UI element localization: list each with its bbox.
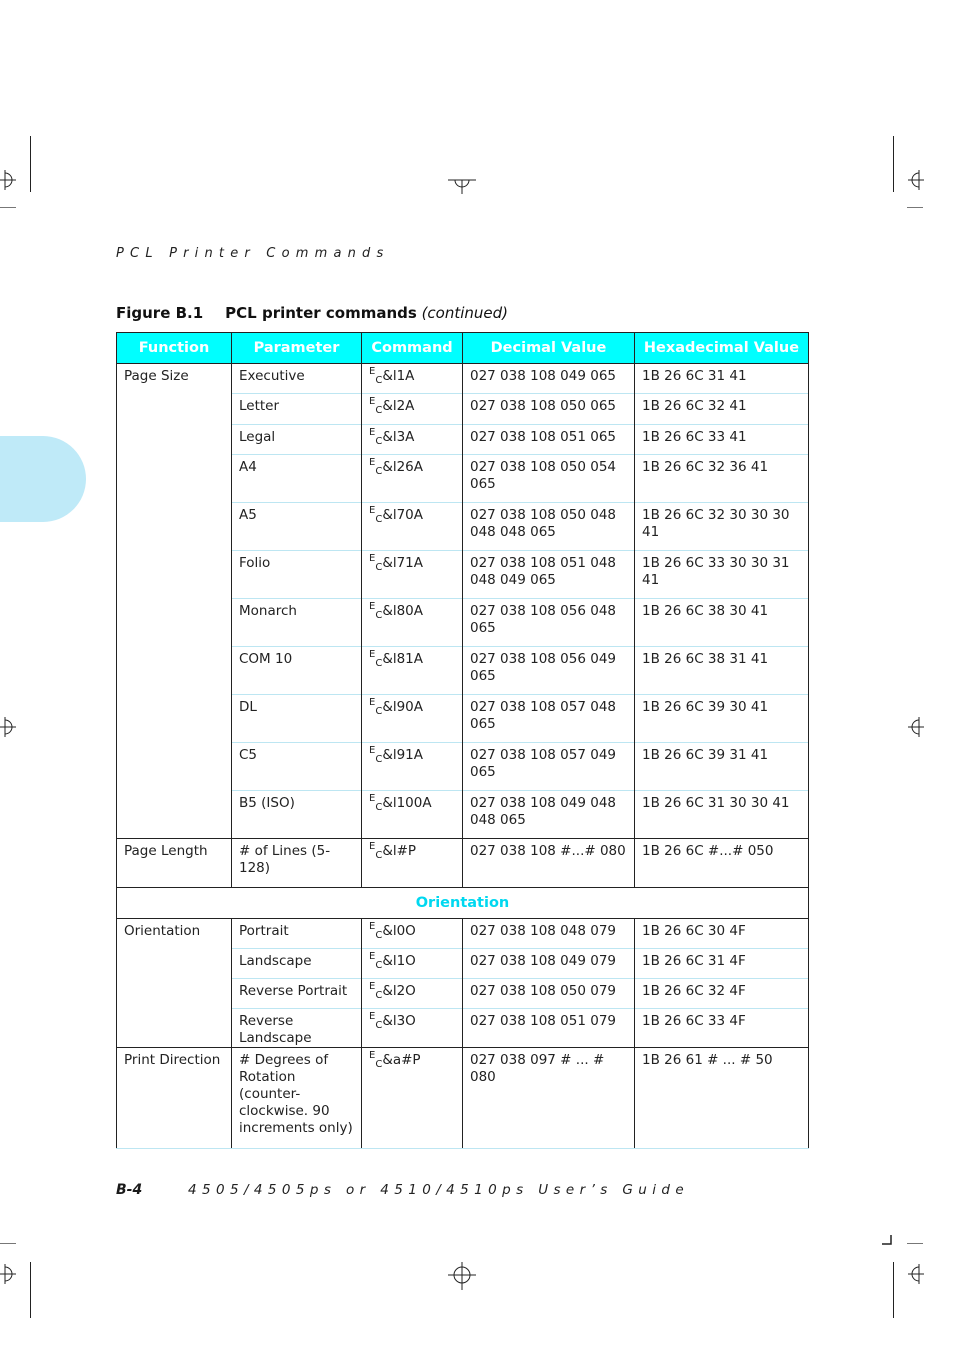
escape-char — [369, 793, 383, 813]
parameter-cell — [232, 425, 362, 455]
parameter-cell — [232, 839, 362, 888]
hex-cell — [635, 839, 809, 888]
function-cell — [117, 364, 232, 839]
parameter-cell — [232, 791, 362, 839]
parameter-label: Executive — [239, 368, 305, 384]
command-text: &l3A — [382, 429, 415, 445]
command-cell — [362, 949, 463, 979]
table-row — [117, 839, 809, 888]
registration-mark — [0, 717, 18, 737]
crop-mark — [30, 136, 31, 192]
hex-value: 1B 26 6C 32 41 — [642, 398, 747, 414]
hex-value: 1B 26 6C 33 4F — [642, 1013, 746, 1029]
parameter-label: Landscape — [239, 953, 312, 969]
parameter-cell — [232, 743, 362, 791]
decimal-cell — [463, 599, 635, 647]
registration-mark — [448, 1262, 476, 1290]
decimal-cell — [463, 1009, 635, 1048]
escape-superscript: E — [369, 366, 376, 377]
hex-value: 1B 26 6C 32 4F — [642, 983, 746, 999]
command-cell — [362, 1009, 463, 1048]
parameter-cell — [232, 1048, 362, 1149]
function-cell — [117, 919, 232, 1048]
column-header: Decimal Value — [463, 333, 635, 364]
registration-mark — [906, 1264, 924, 1284]
hex-value: 1B 26 6C 38 30 41 — [642, 603, 769, 619]
escape-subscript: C — [375, 466, 383, 477]
hex-value: 1B 26 6C 39 30 41 — [642, 699, 769, 715]
parameter-label: Legal — [239, 429, 276, 445]
column-header: Hexadecimal Value — [635, 333, 809, 364]
escape-superscript: E — [369, 1011, 376, 1022]
command-text: &l2A — [382, 398, 415, 414]
registration-mark — [448, 176, 476, 194]
hex-value: 1B 26 6C 31 41 — [642, 368, 747, 384]
hex-value: 1B 26 6C 30 4F — [642, 923, 746, 939]
command-text: &l#P — [382, 843, 417, 859]
parameter-label: Letter — [239, 398, 280, 414]
command-text: &l0O — [382, 923, 416, 939]
escape-subscript: C — [375, 514, 383, 525]
command-text: &l91A — [382, 747, 424, 763]
command-text: &l1A — [382, 368, 415, 384]
parameter-cell — [232, 949, 362, 979]
parameter-cell — [232, 599, 362, 647]
hex-value: 1B 26 6C 33 41 — [642, 429, 747, 445]
hex-value: 1B 26 6C 32 36 41 — [642, 459, 769, 475]
escape-subscript: C — [375, 1020, 383, 1031]
command-cell — [362, 1048, 463, 1149]
parameter-cell — [232, 503, 362, 551]
table-row — [117, 364, 809, 394]
escape-char — [369, 745, 383, 765]
escape-subscript: C — [375, 930, 383, 941]
parameter-label: DL — [239, 699, 257, 715]
hex-cell — [635, 647, 809, 695]
registration-mark — [0, 1264, 18, 1284]
escape-subscript: C — [375, 405, 383, 416]
escape-subscript: C — [375, 610, 383, 621]
figure-title: PCL printer commands — [225, 304, 417, 322]
parameter-label: Reverse Portrait — [239, 983, 348, 999]
decimal-value: 027 038 108 050 079 — [470, 983, 617, 999]
decimal-value: 027 038 108 051 065 — [470, 429, 617, 445]
command-cell — [362, 364, 463, 394]
escape-subscript: C — [375, 436, 383, 447]
parameter-label: B5 (ISO) — [239, 795, 295, 811]
section-row — [117, 888, 809, 919]
escape-char — [369, 427, 383, 447]
decimal-value: 027 038 108 057 048 065 — [470, 699, 617, 732]
hex-cell — [635, 1048, 809, 1149]
command-text: &l100A — [382, 795, 432, 811]
escape-superscript: E — [369, 951, 376, 962]
decimal-value: 027 038 108 057 049 065 — [470, 747, 617, 780]
function-label: Page Size — [124, 368, 189, 384]
figure-label: Figure B.1 — [116, 304, 204, 322]
decimal-value: 027 038 108 050 048 048 048 065 — [470, 507, 617, 540]
command-cell — [362, 394, 463, 425]
hex-cell — [635, 949, 809, 979]
hex-value: 1B 26 6C 31 30 30 41 — [642, 795, 790, 811]
decimal-cell — [463, 1048, 635, 1149]
escape-superscript: E — [369, 505, 376, 516]
registration-mark — [906, 717, 924, 737]
crop-mark — [30, 1262, 31, 1318]
parameter-cell — [232, 695, 362, 743]
decimal-cell — [463, 791, 635, 839]
decimal-value: 027 038 097 # ... # 080 — [470, 1052, 605, 1085]
escape-superscript: E — [369, 921, 376, 932]
decimal-value: 027 038 108 #...# 080 — [470, 843, 626, 859]
escape-superscript: E — [369, 697, 376, 708]
escape-char — [369, 366, 383, 386]
hex-value: 1B 26 6C 33 30 30 31 41 — [642, 555, 790, 588]
command-cell — [362, 551, 463, 599]
command-text: &l1O — [382, 953, 416, 969]
command-cell — [362, 979, 463, 1009]
hex-cell — [635, 503, 809, 551]
escape-subscript: C — [375, 754, 383, 765]
escape-char — [369, 841, 383, 861]
figure-caption — [116, 304, 508, 322]
decimal-value: 027 038 108 050 054 065 — [470, 459, 617, 492]
hex-cell — [635, 919, 809, 949]
chapter-tab — [0, 436, 86, 522]
parameter-cell — [232, 979, 362, 1009]
command-cell — [362, 503, 463, 551]
function-label: Orientation — [124, 923, 201, 939]
table-row — [117, 1048, 809, 1149]
escape-char — [369, 396, 383, 416]
hex-cell — [635, 455, 809, 503]
command-text: &l26A — [382, 459, 424, 475]
function-cell — [117, 839, 232, 888]
escape-char — [369, 457, 383, 477]
decimal-cell — [463, 551, 635, 599]
parameter-label: # of Lines (5-128) — [239, 843, 331, 876]
escape-subscript: C — [375, 850, 383, 861]
escape-superscript: E — [369, 396, 376, 407]
command-cell — [362, 425, 463, 455]
page-number: B-4 — [116, 1182, 143, 1198]
escape-subscript: C — [375, 706, 383, 717]
escape-superscript: E — [369, 1050, 376, 1061]
decimal-value: 027 038 108 048 079 — [470, 923, 617, 939]
decimal-cell — [463, 743, 635, 791]
escape-char — [369, 981, 383, 1001]
escape-superscript: E — [369, 981, 376, 992]
parameter-cell — [232, 394, 362, 425]
command-cell — [362, 743, 463, 791]
pcl-commands-table — [116, 332, 809, 1149]
decimal-value: 027 038 108 050 065 — [470, 398, 617, 414]
hex-value: 1B 26 6C 39 31 41 — [642, 747, 769, 763]
command-cell — [362, 919, 463, 949]
parameter-label: Folio — [239, 555, 271, 571]
column-header: Command — [362, 333, 463, 364]
parameter-cell — [232, 647, 362, 695]
decimal-cell — [463, 394, 635, 425]
decimal-cell — [463, 425, 635, 455]
escape-char — [369, 921, 383, 941]
escape-char — [369, 601, 383, 621]
decimal-cell — [463, 503, 635, 551]
hex-value: 1B 26 6C 32 30 30 30 41 — [642, 507, 790, 540]
hex-value: 1B 26 61 # ... # 50 — [642, 1052, 773, 1068]
decimal-value: 027 038 108 056 049 065 — [470, 651, 617, 684]
escape-subscript: C — [375, 960, 383, 971]
decimal-value: 027 038 108 049 048 048 065 — [470, 795, 617, 828]
command-cell — [362, 599, 463, 647]
parameter-label: Portrait — [239, 923, 289, 939]
escape-subscript: C — [375, 802, 383, 813]
function-cell — [117, 1048, 232, 1149]
escape-subscript: C — [375, 562, 383, 573]
hex-cell — [635, 791, 809, 839]
hex-cell — [635, 695, 809, 743]
command-cell — [362, 791, 463, 839]
crop-mark — [907, 207, 923, 208]
escape-superscript: E — [369, 649, 376, 660]
table-header-row — [117, 333, 809, 364]
decimal-cell — [463, 839, 635, 888]
command-text: &l90A — [382, 699, 424, 715]
hex-value: 1B 26 6C 31 4F — [642, 953, 746, 969]
command-text: &a#P — [382, 1052, 421, 1068]
escape-superscript: E — [369, 457, 376, 468]
function-label: Page Length — [124, 843, 208, 859]
decimal-cell — [463, 364, 635, 394]
escape-char — [369, 505, 383, 525]
hex-value: 1B 26 6C #...# 050 — [642, 843, 774, 859]
parameter-label: Reverse Landscape — [239, 1013, 312, 1046]
decimal-value: 027 038 108 049 079 — [470, 953, 617, 969]
crop-mark — [0, 207, 16, 208]
decimal-cell — [463, 979, 635, 1009]
command-text: &l71A — [382, 555, 424, 571]
registration-mark — [0, 170, 18, 190]
parameter-cell — [232, 1009, 362, 1048]
escape-superscript: E — [369, 427, 376, 438]
parameter-label: COM 10 — [239, 651, 293, 667]
escape-char — [369, 697, 383, 717]
escape-char — [369, 553, 383, 573]
figure-suffix: (continued) — [421, 304, 509, 322]
command-text: &l70A — [382, 507, 424, 523]
table-row — [117, 919, 809, 949]
hex-value: 1B 26 6C 38 31 41 — [642, 651, 769, 667]
column-header: Parameter — [232, 333, 362, 364]
hex-cell — [635, 551, 809, 599]
hex-cell — [635, 979, 809, 1009]
corner-mark — [882, 1235, 894, 1247]
escape-subscript: C — [375, 658, 383, 669]
decimal-cell — [463, 949, 635, 979]
escape-char — [369, 649, 383, 669]
registration-mark — [906, 170, 924, 190]
command-text: &l81A — [382, 651, 424, 667]
crop-mark — [893, 1262, 894, 1318]
escape-superscript: E — [369, 745, 376, 756]
parameter-cell — [232, 919, 362, 949]
parameter-cell — [232, 364, 362, 394]
escape-superscript: E — [369, 841, 376, 852]
decimal-cell — [463, 455, 635, 503]
running-header: PCL Printer Commands — [116, 246, 390, 261]
command-cell — [362, 647, 463, 695]
escape-superscript: E — [369, 601, 376, 612]
command-text: &l80A — [382, 603, 424, 619]
parameter-cell — [232, 455, 362, 503]
parameter-label: C5 — [239, 747, 258, 763]
parameter-label: A5 — [239, 507, 257, 523]
guide-title: 4505/4505ps or 4510/4510ps User’s Guide — [188, 1182, 690, 1198]
decimal-value: 027 038 108 056 048 065 — [470, 603, 617, 636]
command-text: &l2O — [382, 983, 416, 999]
escape-char — [369, 951, 383, 971]
column-header: Function — [117, 333, 232, 364]
decimal-value: 027 038 108 051 048 048 049 065 — [470, 555, 617, 588]
hex-cell — [635, 394, 809, 425]
escape-char — [369, 1011, 383, 1031]
command-text: &l3O — [382, 1013, 416, 1029]
escape-char — [369, 1050, 383, 1070]
escape-subscript: C — [375, 375, 383, 386]
hex-cell — [635, 1009, 809, 1048]
command-cell — [362, 839, 463, 888]
parameter-cell — [232, 551, 362, 599]
parameter-label: Monarch — [239, 603, 297, 619]
escape-superscript: E — [369, 553, 376, 564]
hex-cell — [635, 364, 809, 394]
decimal-cell — [463, 647, 635, 695]
section-title: Orientation — [117, 888, 809, 919]
parameter-label: # Degrees of Rotation (counter-clockwise. 90 increments only) — [239, 1052, 353, 1136]
command-cell — [362, 455, 463, 503]
decimal-cell — [463, 919, 635, 949]
parameter-label: A4 — [239, 459, 257, 475]
command-cell — [362, 695, 463, 743]
crop-mark — [893, 136, 894, 192]
decimal-cell — [463, 695, 635, 743]
hex-cell — [635, 743, 809, 791]
escape-subscript: C — [375, 1059, 383, 1070]
hex-cell — [635, 425, 809, 455]
escape-superscript: E — [369, 793, 376, 804]
crop-mark — [0, 1243, 16, 1244]
crop-mark — [907, 1243, 923, 1244]
function-label: Print Direction — [124, 1052, 221, 1068]
decimal-value: 027 038 108 049 065 — [470, 368, 617, 384]
escape-subscript: C — [375, 990, 383, 1001]
hex-cell — [635, 599, 809, 647]
decimal-value: 027 038 108 051 079 — [470, 1013, 617, 1029]
